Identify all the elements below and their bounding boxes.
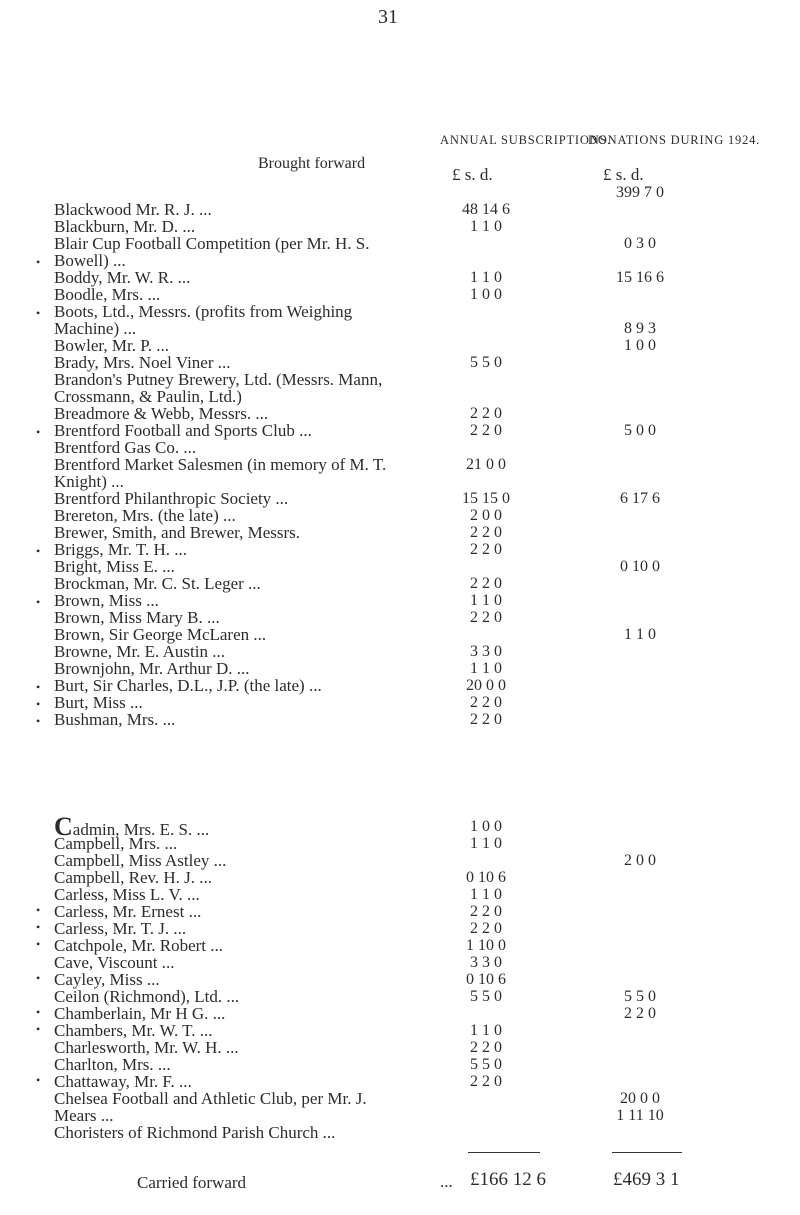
subscriber-name-line: Brady, Mrs. Noel Viner ... (54, 353, 231, 372)
annual-subscription-amount: 3 3 0 (470, 954, 502, 971)
annual-subscription-amount (438, 473, 534, 490)
bullet-mark: • (36, 680, 41, 694)
donation-amount: 1 0 0 (624, 337, 656, 354)
annual-subscription-amount (438, 320, 534, 337)
subscriber-name-line: Chattaway, Mr. F. ... (54, 1072, 192, 1091)
annual-subscription-amount: 48 14 6 (462, 201, 510, 218)
bullet-mark: • (36, 306, 41, 320)
annual-subscription-amount: 1 1 0 (470, 1022, 502, 1039)
annual-subscription-amount: 3 3 0 (470, 643, 502, 660)
annual-subscription-amount: 20 0 0 (466, 677, 506, 694)
annual-subscription-amount: 1 1 0 (470, 269, 502, 286)
bullet-mark: • (36, 1073, 41, 1087)
subscriber-name-line: Browne, Mr. E. Austin ... (54, 642, 225, 661)
bullet-mark: • (36, 714, 41, 728)
carried-forward-donation-total: £469 3 1 (613, 1169, 680, 1190)
donation-amount (588, 971, 692, 988)
annual-subscription-amount: 2 2 0 (470, 422, 502, 439)
subscriber-name-line: Briggs, Mr. T. H. ... (54, 540, 188, 559)
bullet-mark: • (36, 1022, 41, 1036)
section-c-first-line (54, 812, 454, 841)
donation-amount (588, 388, 692, 405)
donation-amount (588, 507, 692, 524)
bullet-mark: • (36, 544, 41, 558)
subscriber-name-line: Brandon's Putney Brewery, Ltd. (Messrs. Mann, (54, 370, 383, 389)
annual-subscription-amount: 1 1 0 (470, 218, 502, 235)
drop-initial-c: C (54, 812, 73, 841)
bullet-mark: • (36, 903, 41, 917)
annual-subscription-amount: 1 0 0 (470, 818, 502, 835)
subscriber-name-line: Ceilon (Richmond), Ltd. ... (54, 987, 240, 1006)
donation-amount: 0 10 0 (620, 558, 660, 575)
total-rule-annual (468, 1152, 540, 1153)
subscriber-name-line: Knight) ... (54, 472, 124, 491)
annual-subscription-amount: 2 2 0 (470, 920, 502, 937)
subscriber-name-line: Burt, Miss ... (54, 693, 143, 712)
donation-amount (588, 218, 692, 235)
subscriber-name-line: Blair Cup Football Competition (per Mr. H. S. (54, 234, 370, 253)
subscriber-name-line: Bowell) ... (54, 251, 126, 270)
donation-amount (588, 660, 692, 677)
subscriber-name-line: Chamberlain, Mr H G. ... (54, 1004, 226, 1023)
annual-subscription-amount (438, 626, 534, 643)
section-c-names (54, 835, 454, 1141)
donation-amount (588, 1022, 692, 1039)
subscriber-name-line: Campbell, Rev. H. J. ... (54, 868, 213, 887)
annual-subscription-amount (438, 852, 534, 869)
subscriber-name-line: Brownjohn, Mr. Arthur D. ... (54, 659, 250, 678)
annual-subscription-amount: 1 1 0 (470, 835, 502, 852)
annual-subscription-amount (438, 388, 534, 405)
subscriber-name-line: Bushman, Mrs. ... (54, 710, 176, 729)
bullet-mark: • (36, 937, 41, 951)
donation-amount (588, 201, 692, 218)
annual-subscription-amount: 2 2 0 (470, 524, 502, 541)
subscriber-name-line: Carless, Mr. Ernest ... (54, 902, 202, 921)
subscriber-name-line: Bright, Miss E. ... (54, 557, 175, 576)
donation-amount: 1 1 0 (624, 626, 656, 643)
donation-amount: 1 11 10 (616, 1107, 664, 1124)
annual-subscription-amount (438, 371, 534, 388)
subscriber-name-line: Bowler, Mr. P. ... (54, 336, 170, 355)
annual-subscription-amount (438, 252, 534, 269)
section-b-donation-column (588, 201, 692, 728)
donation-amount (588, 405, 692, 422)
unit-label-donations: £ s. d. (603, 165, 644, 184)
subscriber-name-line: Brown, Miss ... (54, 591, 159, 610)
donation-amount: 5 0 0 (624, 422, 656, 439)
annual-subscription-amount: 2 2 0 (470, 711, 502, 728)
section-b-names (54, 201, 454, 728)
bullet-mark: • (36, 595, 41, 609)
subscriber-name-line: Catchpole, Mr. Robert ... (54, 936, 224, 955)
subscriber-name-line: Blackburn, Mr. D. ... (54, 217, 196, 236)
header-annual-subscriptions: ANNUAL SUBSCRIPTIONS. (440, 133, 612, 147)
bullet-mark: • (36, 425, 41, 439)
subscriber-name-line: Brown, Miss Mary B. ... (54, 608, 220, 627)
donation-amount (588, 439, 692, 456)
subscriber-name-line: Choristers of Richmond Parish Church ... (54, 1123, 336, 1142)
donation-amount (588, 592, 692, 609)
donation-amount: 20 0 0 (620, 1090, 660, 1107)
subscriber-name-line: Campbell, Miss Astley ... (54, 851, 227, 870)
bullet-mark: • (36, 920, 41, 934)
donation-amount (588, 1073, 692, 1090)
donation-amount (588, 886, 692, 903)
carried-forward-leader-dots: ... (440, 1172, 453, 1191)
subscriber-name-line: Chambers, Mr. W. T. ... (54, 1021, 213, 1040)
section-c-annual-column (438, 818, 534, 1124)
annual-subscription-amount: 5 5 0 (470, 988, 502, 1005)
page-number: 31 (378, 6, 398, 28)
subscriber-name-line: Burt, Sir Charles, D.L., J.P. (the late) ... (54, 676, 322, 695)
annual-subscription-amount (438, 558, 534, 575)
annual-subscription-amount (438, 235, 534, 252)
subscriber-name-line: Mears ... (54, 1106, 114, 1125)
section-b-annual-column (438, 201, 534, 728)
subscriber-name-line: Brentford Gas Co. ... (54, 438, 197, 457)
donation-amount: 6 17 6 (620, 490, 660, 507)
donation-amount (588, 694, 692, 711)
total-rule-donations (612, 1152, 682, 1153)
donation-amount (588, 937, 692, 954)
annual-subscription-amount: 2 2 0 (470, 694, 502, 711)
donation-amount (588, 677, 692, 694)
donation-amount (588, 954, 692, 971)
donation-amount: 15 16 6 (616, 269, 664, 286)
subscriber-name-line: Blackwood Mr. R. J. ... (54, 200, 212, 219)
section-c-first-name: admin, Mrs. E. S. ... (72, 820, 210, 839)
donation-amount: 2 2 0 (624, 1005, 656, 1022)
donation-amount: 2 0 0 (624, 852, 656, 869)
donation-amount (588, 1056, 692, 1073)
subscriber-name-line: Chelsea Football and Athletic Club, per Mr. J. (54, 1089, 367, 1108)
donation-amount (588, 524, 692, 541)
annual-subscription-amount: 1 0 0 (470, 286, 502, 303)
annual-subscription-amount: 2 0 0 (470, 507, 502, 524)
annual-subscription-amount: 1 1 0 (470, 660, 502, 677)
subscriber-name-line: Machine) ... (54, 319, 137, 338)
subscriber-name-line: Breadmore & Webb, Messrs. ... (54, 404, 269, 423)
subscriber-name-line: Cayley, Miss ... (54, 970, 160, 989)
bullet-mark: • (36, 971, 41, 985)
carried-forward-label: Carried forward (137, 1173, 247, 1192)
annual-subscription-amount: 2 2 0 (470, 903, 502, 920)
annual-subscription-amount: 1 1 0 (470, 592, 502, 609)
section-c-donation-column (588, 818, 692, 1124)
annual-subscription-amount (438, 1107, 534, 1124)
brought-forward-label: Brought forward (258, 155, 366, 172)
donation-amount: 8 9 3 (624, 320, 656, 337)
donation-amount (588, 903, 692, 920)
annual-subscription-amount: 2 2 0 (470, 541, 502, 558)
subscriber-name-line: Campbell, Mrs. ... (54, 834, 178, 853)
annual-subscription-amount (438, 439, 534, 456)
donation-amount (588, 643, 692, 660)
annual-subscription-amount: 1 10 0 (466, 937, 506, 954)
donation-amount (588, 818, 692, 835)
annual-subscription-amount: 2 2 0 (470, 1073, 502, 1090)
unit-label-annual: £ s. d. (452, 165, 493, 184)
subscriber-name-line: Boddy, Mr. W. R. ... (54, 268, 191, 287)
subscriber-name-line: Brentford Market Salesmen (in memory of M. T. (54, 455, 387, 474)
donation-amount (588, 835, 692, 852)
donation-amount (588, 286, 692, 303)
subscriber-name-line: Charlesworth, Mr. W. H. ... (54, 1038, 239, 1057)
donation-amount (588, 473, 692, 490)
donation-amount: 5 5 0 (624, 988, 656, 1005)
donation-amount (588, 869, 692, 886)
subscriber-name-line: Crossmann, & Paulin, Ltd.) (54, 387, 242, 406)
header-donations: DONATIONS DURING 1924. (588, 133, 761, 147)
donation-amount (588, 354, 692, 371)
carried-forward-annual-total: £166 12 6 (470, 1169, 546, 1190)
subscriber-name-line: Brentford Football and Sports Club ... (54, 421, 312, 440)
bullet-mark: • (36, 697, 41, 711)
donation-amount: 0 3 0 (624, 235, 656, 252)
donation-amount (588, 371, 692, 388)
subscriber-name-line: Carless, Mr. T. J. ... (54, 919, 187, 938)
annual-subscription-amount: 21 0 0 (466, 456, 506, 473)
subscriber-name-line: Boots, Ltd., Messrs. (profits from Weighing (54, 302, 353, 321)
bullet-mark: • (36, 1005, 41, 1019)
donation-amount (588, 920, 692, 937)
subscriber-name-line: Brereton, Mrs. (the late) ... (54, 506, 236, 525)
subscriber-name-line: Charlton, Mrs. ... (54, 1055, 171, 1074)
annual-subscription-amount: 0 10 6 (466, 869, 506, 886)
annual-subscription-amount (438, 1005, 534, 1022)
annual-subscription-amount: 0 10 6 (466, 971, 506, 988)
annual-subscription-amount: 5 5 0 (470, 1056, 502, 1073)
annual-subscription-amount: 2 2 0 (470, 575, 502, 592)
subscriber-name-line: Brockman, Mr. C. St. Leger ... (54, 574, 261, 593)
annual-subscription-amount: 2 2 0 (470, 1039, 502, 1056)
annual-subscription-amount: 5 5 0 (470, 354, 502, 371)
subscriber-name-line: Brentford Philanthropic Society ... (54, 489, 289, 508)
donation-amount (588, 303, 692, 320)
donation-amount (588, 456, 692, 473)
subscriber-name-line: Brown, Sir George McLaren ... (54, 625, 267, 644)
annual-subscription-amount: 1 1 0 (470, 886, 502, 903)
annual-subscription-amount (438, 337, 534, 354)
donation-amount (588, 541, 692, 558)
subscriber-name-line: Cave, Viscount ... (54, 953, 175, 972)
donation-amount (588, 711, 692, 728)
bullet-mark: • (36, 255, 41, 269)
donation-amount (588, 609, 692, 626)
annual-subscription-amount (438, 303, 534, 320)
subscriber-name-line: Boodle, Mrs. ... (54, 285, 161, 304)
donation-amount (588, 575, 692, 592)
annual-subscription-amount: 2 2 0 (470, 405, 502, 422)
donation-amount (588, 1039, 692, 1056)
annual-subscription-amount: 2 2 0 (470, 609, 502, 626)
annual-subscription-amount: 15 15 0 (462, 490, 510, 507)
subscriber-name-line: Carless, Miss L. V. ... (54, 885, 200, 904)
brought-forward-donation: 399 7 0 (616, 184, 664, 201)
donation-amount (588, 252, 692, 269)
subscriber-name-line: Brewer, Smith, and Brewer, Messrs. (54, 523, 301, 542)
annual-subscription-amount (438, 1090, 534, 1107)
